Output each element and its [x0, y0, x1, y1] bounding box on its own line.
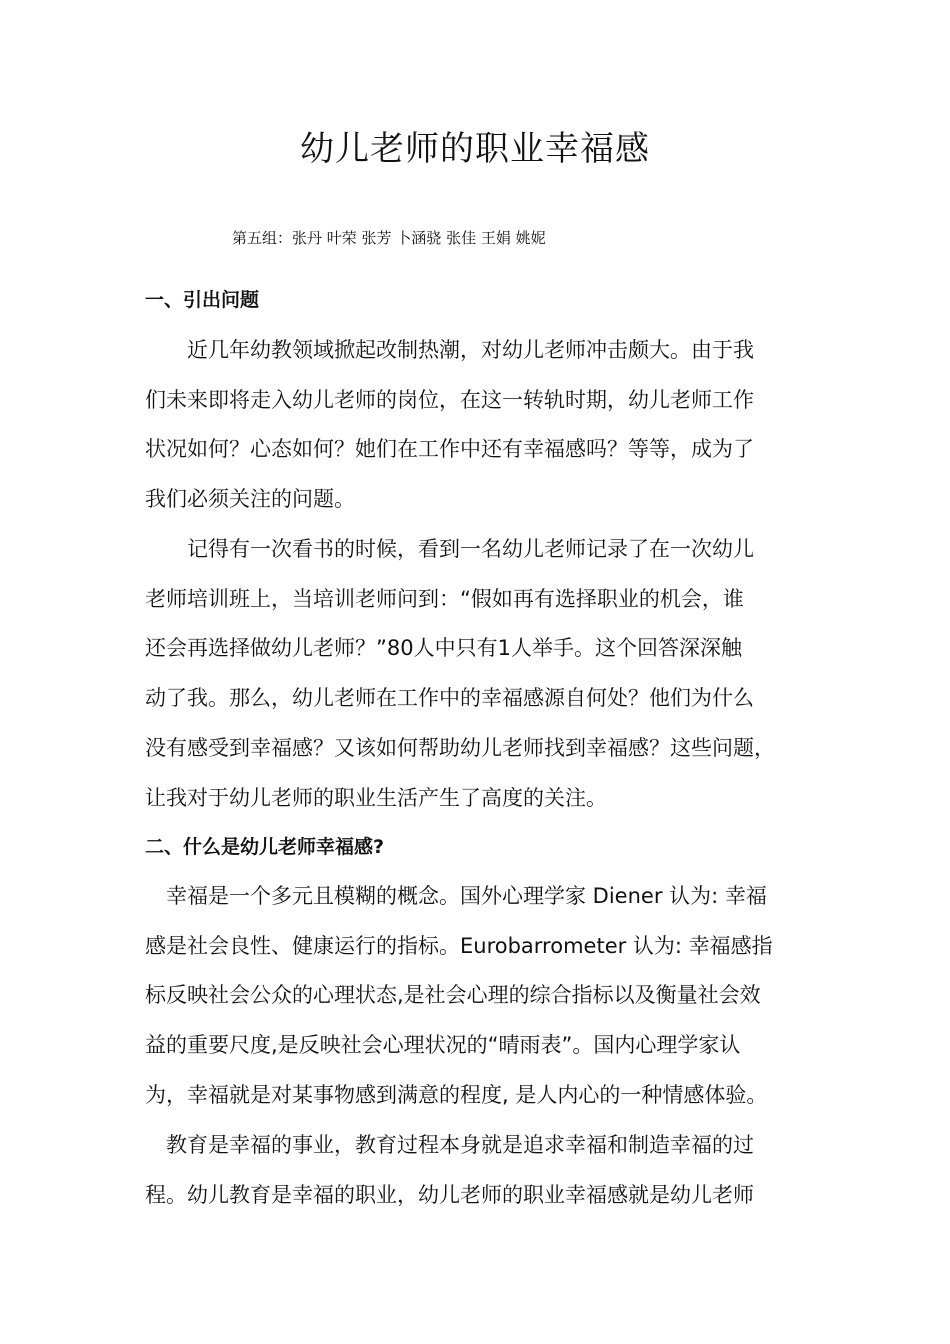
paragraph-line: 我们必须关注的问题。 [145, 487, 355, 512]
paragraph-line: 没有感受到幸福感？又该如何帮助幼儿老师找到幸福感？这些问题， [145, 735, 775, 760]
paragraph-3 [145, 872, 805, 1121]
paragraph-line: 标反映社会公众的心理状态,是社会心理的综合指标以及衡量社会效 [145, 983, 761, 1008]
section-heading-1: 一、引出问题 [145, 289, 260, 311]
paragraph-4 [145, 1121, 805, 1220]
paragraph-line: 状况如何？心态如何？她们在工作中还有幸福感吗？等等，成为了 [145, 437, 754, 462]
paragraph-2 [145, 525, 805, 823]
paragraph-line: 还会再选择做幼儿老师？”80人中只有1人举手。这个回答深深触 [145, 636, 742, 661]
paragraph-line: 教育是幸福的事业，教育过程本身就是追求幸福和制造幸福的过 [145, 1133, 754, 1157]
paragraph-line: 幸福是一个多元且模糊的概念。国外心理学家 Diener 认为: 幸福 [145, 884, 767, 908]
paragraph-line: 程。幼儿教育是幸福的职业，幼儿老师的职业幸福感就是幼儿老师 [145, 1182, 754, 1207]
paragraph-line: 益的重要尺度,是反映社会心理状况的“晴雨表”。国内心理学家认 [145, 1033, 741, 1058]
paragraph-line: 们未来即将走入幼儿老师的岗位，在这一转轨时期，幼儿老师工作 [145, 387, 754, 412]
section-heading-2: 二、什么是幼儿老师幸福感? [145, 836, 385, 858]
paragraph-line: 让我对于幼儿老师的职业生活产生了高度的关注。 [145, 785, 607, 810]
paragraph-line: 为，幸福就是对某事物感到满意的程度, 是人内心的一种情感体验。 [145, 1082, 768, 1107]
paragraph-line: 动了我。那么，幼儿老师在工作中的幸福感源自何处？他们为什么 [145, 686, 754, 711]
paragraph-line: 近几年幼教领域掀起改制热潮，对幼儿老师冲击颇大。由于我 [145, 338, 754, 362]
paragraph-1 [145, 326, 805, 525]
author-list: 第五组：张丹 叶荣 张芳 卜涵骁 张佳 王娟 姚妮 [232, 229, 546, 247]
document-title: 幼儿老师的职业幸福感 [300, 129, 650, 169]
paragraph-line: 记得有一次看书的时候，看到一名幼儿老师记录了在一次幼儿 [145, 537, 754, 561]
paragraph-line: 老师培训班上，当培训老师问到：“假如再有选择职业的机会，谁 [145, 586, 744, 611]
paragraph-line: 感是社会良性、健康运行的指标。Eurobarrometer 认为: 幸福感指 [145, 933, 773, 958]
